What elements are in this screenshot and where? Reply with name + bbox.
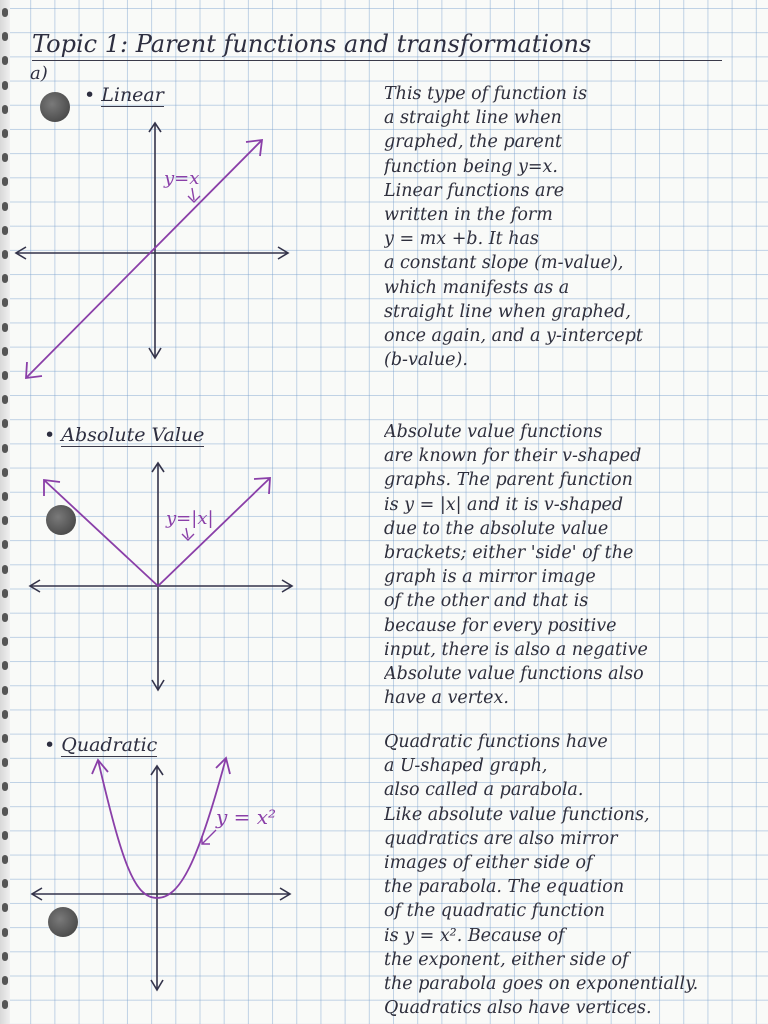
spiral-ring bbox=[2, 831, 8, 840]
spiral-ring bbox=[2, 226, 8, 235]
description-line: Like absolute value functions, bbox=[384, 804, 650, 825]
description-line: of the quadratic function bbox=[384, 901, 605, 922]
description-line: written in the form bbox=[384, 205, 553, 226]
description-line: the parabola. The equation bbox=[384, 877, 625, 898]
absolute-value-description bbox=[384, 420, 762, 710]
spiral-ring bbox=[2, 105, 8, 114]
spiral-ring bbox=[2, 56, 8, 65]
description-line: Quadratic functions have bbox=[384, 732, 608, 752]
description-line: which manifests as a bbox=[384, 277, 570, 298]
spiral-ring bbox=[2, 202, 8, 211]
description-line: quadratics are also mirror bbox=[384, 828, 618, 849]
linear-graph bbox=[10, 118, 310, 388]
spiral-ring bbox=[2, 952, 8, 961]
spiral-ring bbox=[2, 928, 8, 937]
absolute-value-graph bbox=[20, 458, 300, 698]
subtitle: a) bbox=[30, 63, 48, 84]
spiral-ring bbox=[2, 298, 8, 307]
description-line: are known for their v-shaped bbox=[384, 446, 642, 467]
description-line: images of either side of bbox=[384, 853, 593, 874]
spiral-ring bbox=[2, 81, 8, 90]
spiral-ring bbox=[2, 903, 8, 912]
spiral-ring bbox=[2, 32, 8, 41]
heading-absolute-value-text: Absolute Value bbox=[61, 424, 205, 446]
spiral-ring bbox=[2, 758, 8, 767]
page-title: Topic 1: Parent functions and transformations bbox=[32, 30, 722, 61]
spiral-ring bbox=[2, 879, 8, 888]
spiral-ring bbox=[2, 782, 8, 791]
description-line: graphs. The parent function bbox=[384, 470, 633, 491]
spiral-ring bbox=[2, 613, 8, 622]
description-line: graph is a mirror image bbox=[384, 567, 596, 588]
description-line: Absolute value functions also bbox=[384, 664, 644, 685]
spiral-ring bbox=[2, 250, 8, 259]
quadratic-description bbox=[384, 730, 762, 1020]
description-line: once again, and a y-intercept bbox=[384, 326, 643, 347]
description-line: have a vertex. bbox=[384, 688, 509, 709]
quadratic-graph bbox=[22, 752, 312, 1002]
spiral-ring bbox=[2, 710, 8, 719]
description-line: straight line when graphed, bbox=[384, 301, 631, 322]
spiral-ring bbox=[2, 492, 8, 501]
spiral-ring bbox=[2, 347, 8, 356]
linear-graph-label: y=x bbox=[164, 168, 200, 189]
description-line: Quadratics also have vertices. bbox=[384, 998, 652, 1019]
heading-linear-text: Linear bbox=[101, 84, 164, 106]
spiral-ring bbox=[2, 8, 8, 17]
description-line: because for every positive bbox=[384, 615, 617, 636]
description-line: brackets; either 'side' of the bbox=[384, 543, 634, 564]
description-line: of the other and that is bbox=[384, 591, 589, 612]
description-line: input, there is also a negative bbox=[384, 639, 648, 660]
spiral-ring bbox=[2, 129, 8, 138]
quadratic-graph-label: y = x² bbox=[216, 805, 277, 829]
description-line: the exponent, either side of bbox=[384, 949, 629, 970]
description-line: This type of function is bbox=[384, 84, 588, 104]
spiral-ring bbox=[2, 686, 8, 695]
spiral-ring bbox=[2, 177, 8, 186]
spiral-ring bbox=[2, 419, 8, 428]
description-line: Absolute value functions bbox=[384, 422, 603, 442]
heading-absolute-value: • Absolute Value bbox=[44, 424, 205, 446]
description-line: a U-shaped graph, bbox=[384, 756, 548, 777]
description-line: y = mx +b. It has bbox=[384, 229, 539, 250]
description-line: is y = |x| and it is v-shaped bbox=[384, 494, 624, 515]
description-line: due to the absolute value bbox=[384, 518, 609, 539]
description-line: function being y=x. bbox=[384, 156, 558, 177]
linear-description bbox=[384, 82, 762, 372]
heading-quadratic-text: Quadratic bbox=[61, 734, 158, 756]
spiral-ring bbox=[2, 274, 8, 283]
spiral-ring bbox=[2, 565, 8, 574]
spiral-ring bbox=[2, 976, 8, 985]
description-line: a straight line when bbox=[384, 108, 562, 129]
description-line: Linear functions are bbox=[384, 180, 565, 201]
spiral-ring bbox=[2, 855, 8, 864]
description-line: also called a parabola. bbox=[384, 780, 584, 801]
spiral-ring bbox=[2, 661, 8, 670]
spiral-ring bbox=[2, 637, 8, 646]
spiral-ring bbox=[2, 589, 8, 598]
spiral-ring bbox=[2, 371, 8, 380]
spiral-ring bbox=[2, 734, 8, 743]
spiral-ring bbox=[2, 323, 8, 332]
description-line: is y = x². Because of bbox=[384, 925, 565, 946]
heading-linear: • Linear bbox=[84, 84, 164, 106]
description-line: the parabola goes on exponentially. bbox=[384, 974, 699, 995]
description-line: graphed, the parent bbox=[384, 132, 563, 153]
spiral-ring bbox=[2, 1000, 8, 1009]
spiral-ring bbox=[2, 153, 8, 162]
description-line: a constant slope (m-value), bbox=[384, 253, 624, 274]
heading-quadratic: • Quadratic bbox=[44, 734, 158, 756]
spiral-ring bbox=[2, 540, 8, 549]
spiral-ring bbox=[2, 468, 8, 477]
description-line: (b-value). bbox=[384, 350, 468, 371]
spiral-ring bbox=[2, 395, 8, 404]
spiral-ring bbox=[2, 444, 8, 453]
absolute-value-graph-label: y=|x| bbox=[166, 508, 214, 529]
spiral-ring bbox=[2, 807, 8, 816]
spiral-ring bbox=[2, 516, 8, 525]
